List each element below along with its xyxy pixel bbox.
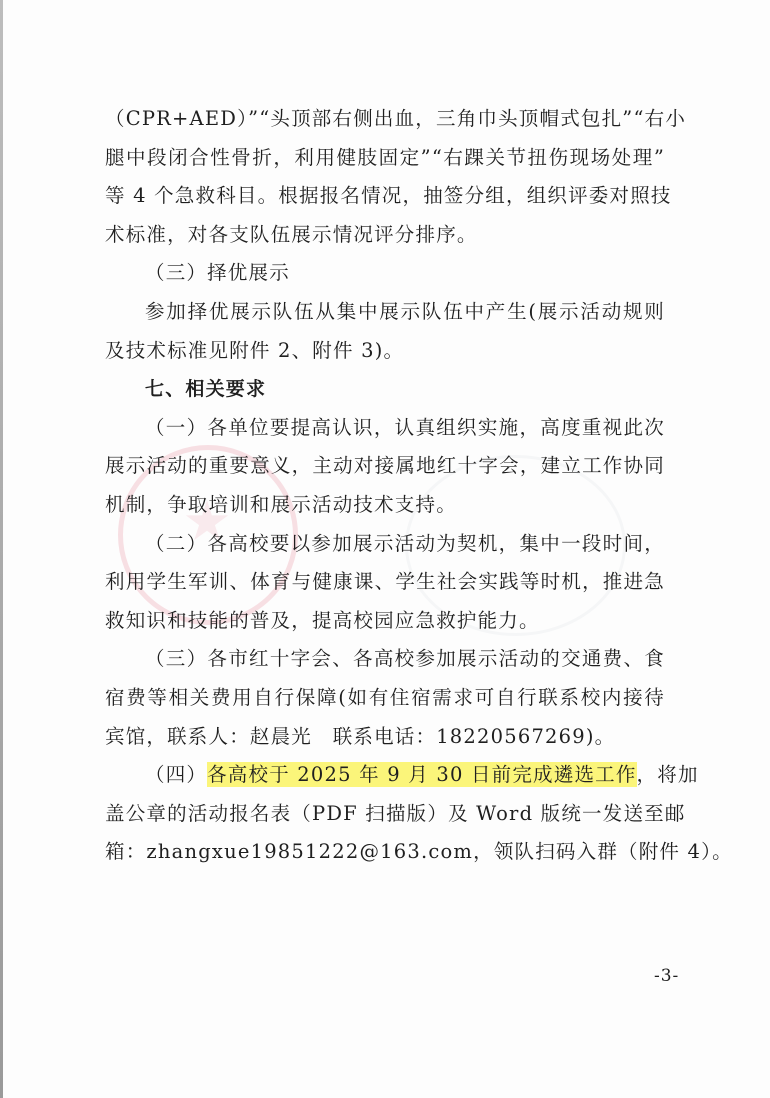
body-line: 救知识和技能的普及，提高校园应急救护能力。 (105, 608, 540, 632)
body-line: （二）各高校要以参加展示活动为契机，集中一段时间， (145, 531, 665, 555)
body-line: （CPR+AED）”“头顶部右侧出血，三角巾头顶帽式包扎”“右小 (105, 107, 687, 130)
body-line (105, 756, 699, 795)
document-body (105, 100, 733, 872)
subsection-heading: （三）择优展示 (145, 261, 290, 285)
scan-edge (0, 0, 3, 1098)
body-line: 术标准，对各支队伍展示情况评分排序。 (105, 222, 478, 246)
highlighted-text: 各高校于 2025 年 9 月 30 日前完成遴选工作 (207, 763, 637, 787)
body-line: 宿费等相关费用自行保障(如有住宿需求可自行联系校内接待 (105, 685, 665, 709)
body-line: 腿中段闭合性骨折，利用健肢固定”“右踝关节扭伤现场处理” (105, 145, 665, 169)
page-number: -3- (654, 966, 680, 986)
body-text: ，将加 (636, 763, 699, 787)
body-line: 盖公章的活动报名表（PDF 扫描版）及 Word 版统一发送至邮 (105, 801, 686, 825)
body-line: 展示活动的重要意义，主动对接属地红十字会，建立工作协同 (105, 454, 665, 478)
body-line: 及技术标准见附件 2、附件 3)。 (105, 338, 405, 362)
body-line: 机制，争取培训和展示活动技术支持。 (105, 492, 457, 516)
body-line: 参加择优展示队伍从集中展示队伍中产生(展示活动规则 (145, 299, 665, 323)
body-line: （三）各市红十字会、各高校参加展示活动的交通费、食 (145, 647, 665, 671)
item-number: （四） (145, 763, 208, 787)
section-heading: 七、相关要求 (145, 378, 267, 401)
body-line: 箱：zhangxue19851222@163.com，领队扫码入群（附件 4）。 (105, 840, 733, 864)
body-line: （一）各单位要提高认识，认真组织实施，高度重视此次 (145, 415, 665, 439)
body-line: 利用学生军训、体育与健康课、学生社会实践等时机，推进急 (105, 570, 665, 594)
body-line: 等 4 个急救科目。根据报名情况，抽签分组，组织评委对照技 (105, 184, 672, 208)
body-line: 宾馆，联系人：赵晨光 联系电话：18220567269)。 (105, 724, 616, 748)
